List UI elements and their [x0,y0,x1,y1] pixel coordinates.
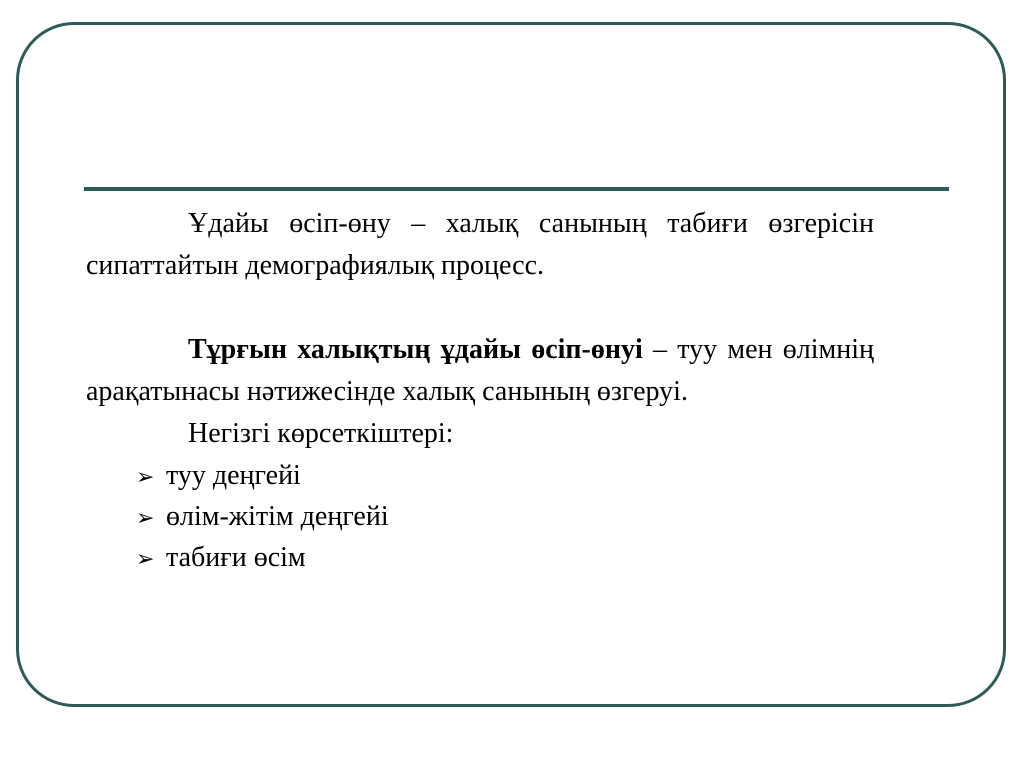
list-item [136,496,874,537]
arrow-bullet-icon: ➢ [136,506,155,531]
indicators-heading: Негізгі көрсеткіштері: [188,418,454,449]
paragraph-spacer [86,287,874,329]
population-paragraph [86,329,874,413]
population-definition: – туу мен өлімнің арақатынасы нәтижесінде халық санының өзгеруі. [86,334,874,407]
indicators-list [86,455,874,578]
list-item [136,537,874,578]
definition-text: Ұдайы өсіп-өну – халық санының табиғи өзгерісін сипаттайтын демографиялық процесс. [86,208,874,281]
indicator-label: өлім-жітім деңгейі [166,501,389,532]
definition-paragraph [86,203,874,287]
indicator-label: туу деңгейі [166,460,301,491]
title-divider [84,187,949,191]
arrow-bullet-icon: ➢ [136,547,155,572]
arrow-bullet-icon: ➢ [136,465,155,490]
list-item [136,455,874,496]
population-term: Тұрғын халықтың ұдайы өсіп-өнуі [188,334,643,365]
slide-body [86,203,874,578]
indicator-label: табиғи өсім [166,542,306,573]
